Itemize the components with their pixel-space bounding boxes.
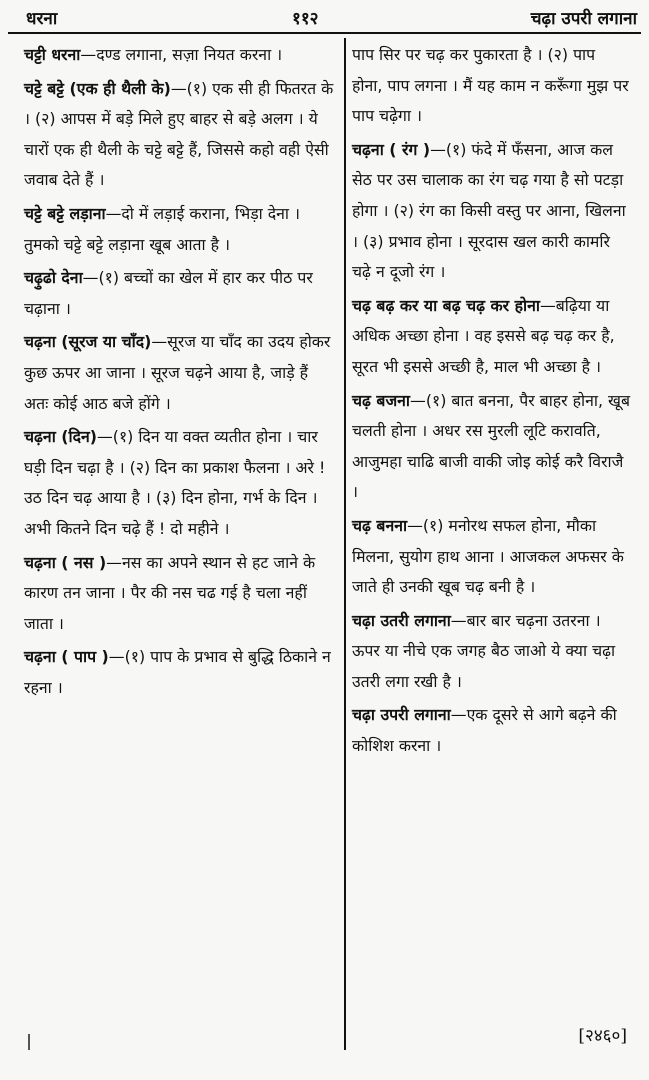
dictionary-entry xyxy=(24,548,336,640)
entry-definition: —(१) बात बनना, पैर बाहर होना, खूब चलती होना । अधर रस मुरली लूटि करावति, आजुमहा चाढि बाजी वाकी जोइ कोई करै विराजै । xyxy=(352,390,630,502)
dictionary-entry xyxy=(24,327,336,419)
entry-headword: चढ़ुढो देना xyxy=(24,268,83,288)
entry-headword: चढ़ना ( रंग ) xyxy=(352,139,431,159)
entry-definition: —(१) बच्चों का खेल में हार कर पीठ पर चढ़ाना । xyxy=(24,268,313,318)
header-left-word: धरना xyxy=(26,9,58,29)
dictionary-entry xyxy=(352,135,630,288)
dictionary-entry xyxy=(24,422,336,544)
entry-headword: चढ़ बजना xyxy=(352,390,411,410)
entry-definition: —नस का अपने स्थान से हट जाने के कारण तन जाना । पैर की नस चढ गई है चला नहीं जाता । xyxy=(24,552,316,633)
dictionary-entry xyxy=(352,291,630,383)
dictionary-entry xyxy=(352,511,630,603)
entry-definition: पाप सिर पर चढ़ कर पुकारता है । (२) पाप होना, पाप लगना । मैं यह काम न करूँगा मुझ पर पाप चढ़ेगा । xyxy=(352,45,629,126)
right-column xyxy=(352,40,630,765)
entry-headword: चट्टी धरना xyxy=(24,45,81,64)
left-column xyxy=(24,40,336,706)
entry-definition: —(१) एक सी ही फितरत के । (२) आपस में बड़े मिले हुए बाहर से बड़े अलग । ये चारों एक ही थैली के चट्टे बट्टे हैं, जिससे कहो वही ऐसी जवाब देते हैं । xyxy=(24,78,334,190)
dictionary-entry xyxy=(24,74,336,196)
header-rule xyxy=(8,32,641,34)
entry-definition: —(१) दिन या वक्त व्यतीत होना । चार घड़ी दिन चढ़ा है । (२) दिन का प्रकाश फैलना । अरे ! उठ दिन चढ़ आया है । (३) दिन होना, गर्भ के दिन । अभी कितने दिन चढ़े हैं ! दो महीने । xyxy=(24,427,326,538)
entry-headword: चढ़ना (दिन) xyxy=(24,427,97,447)
page-header xyxy=(0,0,649,34)
entry-definition: —दण्ड लगाना, सज़ा नियत करना । xyxy=(80,45,283,64)
dictionary-entry xyxy=(24,263,336,324)
entry-definition: —(१) मनोरथ सफल होना, मौका मिलना, सुयोग हाथ आना । आजकल अफसर के जाते ही उनकी खूब चढ़ बनी है । xyxy=(352,515,624,597)
dictionary-entry xyxy=(352,606,630,698)
entry-headword: चढ़ बनना xyxy=(352,515,408,535)
dictionary-entry-continuation xyxy=(352,40,630,132)
dictionary-entry xyxy=(24,40,336,71)
dictionary-entry xyxy=(24,642,336,703)
entry-headword: चढ़ा उपरी लगाना xyxy=(352,705,451,725)
entry-headword: चढ़ना ( नस ) xyxy=(24,552,107,572)
entry-definition: —दो में लड़ाई कराना, भिड़ा देना । तुमको चट्टे बट्टे लड़ाना खूब आता है । xyxy=(24,203,301,254)
entry-headword: चढ़ बढ़ कर या बढ़ चढ़ कर होना xyxy=(352,295,540,315)
entry-headword: चट्टे बट्टे (एक ही थैली के) xyxy=(24,78,171,98)
entry-definition: —एक दूसरे से आगे बढ़ने की कोशिश करना । xyxy=(352,705,617,756)
column-divider xyxy=(344,38,346,1050)
print-speck xyxy=(28,1034,30,1050)
entry-headword: चढ़ना (सूरज या चाँद) xyxy=(24,332,152,352)
entry-headword: चढ़ना ( पाप ) xyxy=(24,647,109,667)
entry-definition: —बार बार चढ़ना उतरना । ऊपर या नीचे एक जगह बैठ जाओ ये क्या चढ़ा उतरी लगा रखी है । xyxy=(352,610,616,691)
entry-definition: —बढ़िया या अधिक अच्छा होना । वह इससे बढ़ चढ़ कर है, सूरत भी इससे अच्छी है, माल भी अच्छा है । xyxy=(352,295,615,376)
entry-definition: —सूरज या चाँद का उदय होकर कुछ ऊपर आ जाना । सूरज चढ़ने आया है, जाड़े हैं अतः कोई आठ बजे होंगे । xyxy=(24,332,331,413)
entry-headword: चट्टे बट्टे लड़ाना xyxy=(24,203,106,223)
page-reference: [२४६०] xyxy=(578,1026,627,1046)
header-right-word: चढ़ा उपरी लगाना xyxy=(530,9,637,29)
entry-definition: —(१) फंदे में फँसना, आज कल सेठ पर उस चालाक का रंग चढ़ गया है सो पटड़ा होगा । (२) रंग का किसी वस्तु पर आना, खिलना । (३) प्रभाव होना । सूरदास खल कारी कामरि चढ़े न दूजो रंग । xyxy=(352,139,626,282)
dictionary-entry xyxy=(352,700,630,761)
entry-headword: चढ़ा उतरी लगाना xyxy=(352,610,451,630)
dictionary-entry xyxy=(24,199,336,260)
entry-definition: —(१) पाप के प्रभाव से बुद्धि ठिकाने न रहना । xyxy=(24,647,331,697)
dictionary-entry xyxy=(352,386,630,508)
page-number-header: ११२ xyxy=(292,9,319,29)
